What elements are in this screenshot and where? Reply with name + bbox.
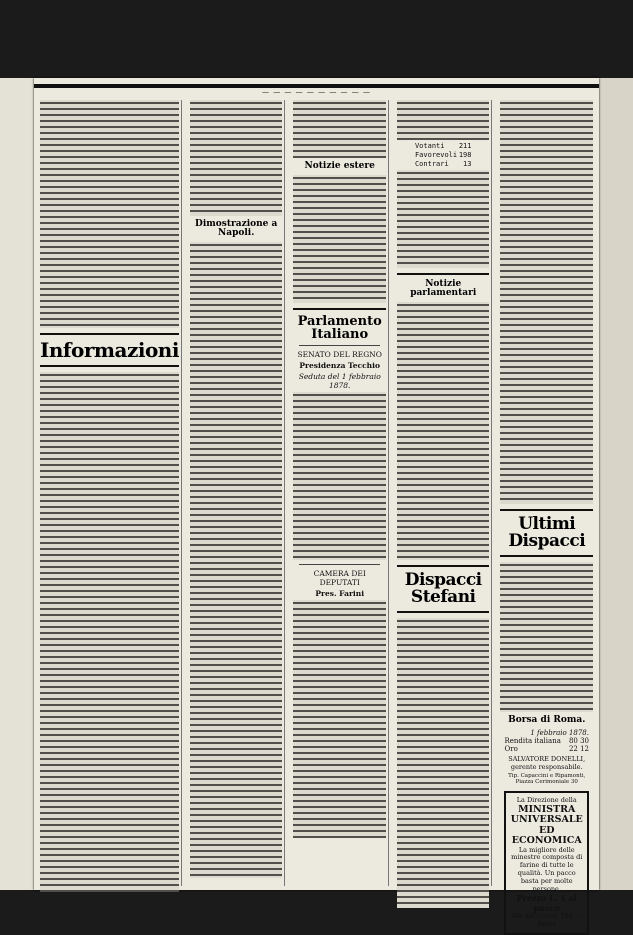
section-rule xyxy=(397,565,490,567)
article-text xyxy=(190,242,283,878)
section-rule xyxy=(500,509,593,511)
section-rule xyxy=(500,555,593,557)
ad-intro: La Direzione della xyxy=(516,796,577,804)
column-1 xyxy=(38,100,182,886)
article-text xyxy=(500,562,593,712)
senato-title: SENATO DEL REGNO xyxy=(297,350,382,359)
column-5 xyxy=(498,100,595,929)
printer-line: Tip. Capaccini e Ripamonti, Piazza Cerimoniale 30 xyxy=(508,773,586,785)
article-text xyxy=(293,600,386,838)
article-text xyxy=(190,100,283,216)
camera-president: Pres. Farini xyxy=(315,589,365,598)
article-text xyxy=(293,100,386,158)
vote-row: Contrari 13 xyxy=(414,159,472,168)
heading-borsa: Borsa di Roma. xyxy=(508,715,586,725)
article-text xyxy=(397,302,490,560)
heading-informazioni: Informazioni xyxy=(40,338,179,362)
column-2 xyxy=(188,100,286,886)
article-text xyxy=(500,100,593,504)
article-text xyxy=(397,170,490,268)
section-rule xyxy=(397,611,490,613)
previous-page-edge xyxy=(0,78,36,890)
signature: SALVATORE DONELLI, gerente responsabile. xyxy=(508,755,586,771)
senato-session: Seduta del 1 febbraio 1878. xyxy=(298,372,381,390)
thin-rule xyxy=(299,564,380,565)
camera-title: CAMERA DEI DEPUTATI xyxy=(313,569,366,587)
borsa-row: Oro 22 12 xyxy=(504,745,589,753)
section-rule xyxy=(293,308,386,310)
article-text xyxy=(293,392,386,560)
borsa-table xyxy=(500,729,593,753)
borsa-row: Rendita italiana 80 30 xyxy=(504,737,589,745)
ad-body: La migliore delle minestre composta di farine di tutte le qualità. Un pacco basta per molte persone. xyxy=(511,845,583,893)
thin-rule xyxy=(299,345,380,346)
senato-president: Presidenza Tecchio xyxy=(299,361,380,370)
next-page-edge xyxy=(599,78,633,890)
article-text xyxy=(293,175,386,303)
heading-notizie-parlamentari: Notizie parlamentari xyxy=(410,279,477,299)
heading-dimostrazione: Dimostrazione a Napoli. xyxy=(195,219,278,238)
article-text xyxy=(40,100,179,328)
article-text xyxy=(40,372,179,892)
column-4 xyxy=(395,100,493,886)
ad-title: MINISTRA UNIVERSALE ED ECONOMICA xyxy=(510,803,583,847)
running-head: — — — — — — — — — — xyxy=(261,88,372,96)
ad-price: Prezzo L. 1 al pacco xyxy=(516,893,577,914)
heading-parlamento: Parlamento Italiano xyxy=(297,314,382,342)
section-rule xyxy=(40,365,179,367)
vote-table xyxy=(397,140,490,170)
article-text xyxy=(397,618,490,908)
heading-notizie-estere: Notizie estere xyxy=(304,161,375,171)
borsa-date: 1 febbraio 1878. xyxy=(530,729,589,737)
vote-row: Votanti 211 xyxy=(414,142,472,150)
heading-dispacci-stefani: Dispacci Stefani xyxy=(404,570,482,608)
heading-ultimi-dispacci: Ultimi Dispacci xyxy=(508,514,586,551)
section-rule xyxy=(40,333,179,335)
column-3 xyxy=(291,100,389,886)
vote-row: Favorevoli 198 xyxy=(414,150,472,159)
ad-address: Via del Corso, 100 — Roma xyxy=(512,912,582,929)
section-rule xyxy=(397,273,490,275)
advertisement xyxy=(504,791,589,935)
article-text xyxy=(397,100,490,140)
columns xyxy=(38,100,595,929)
